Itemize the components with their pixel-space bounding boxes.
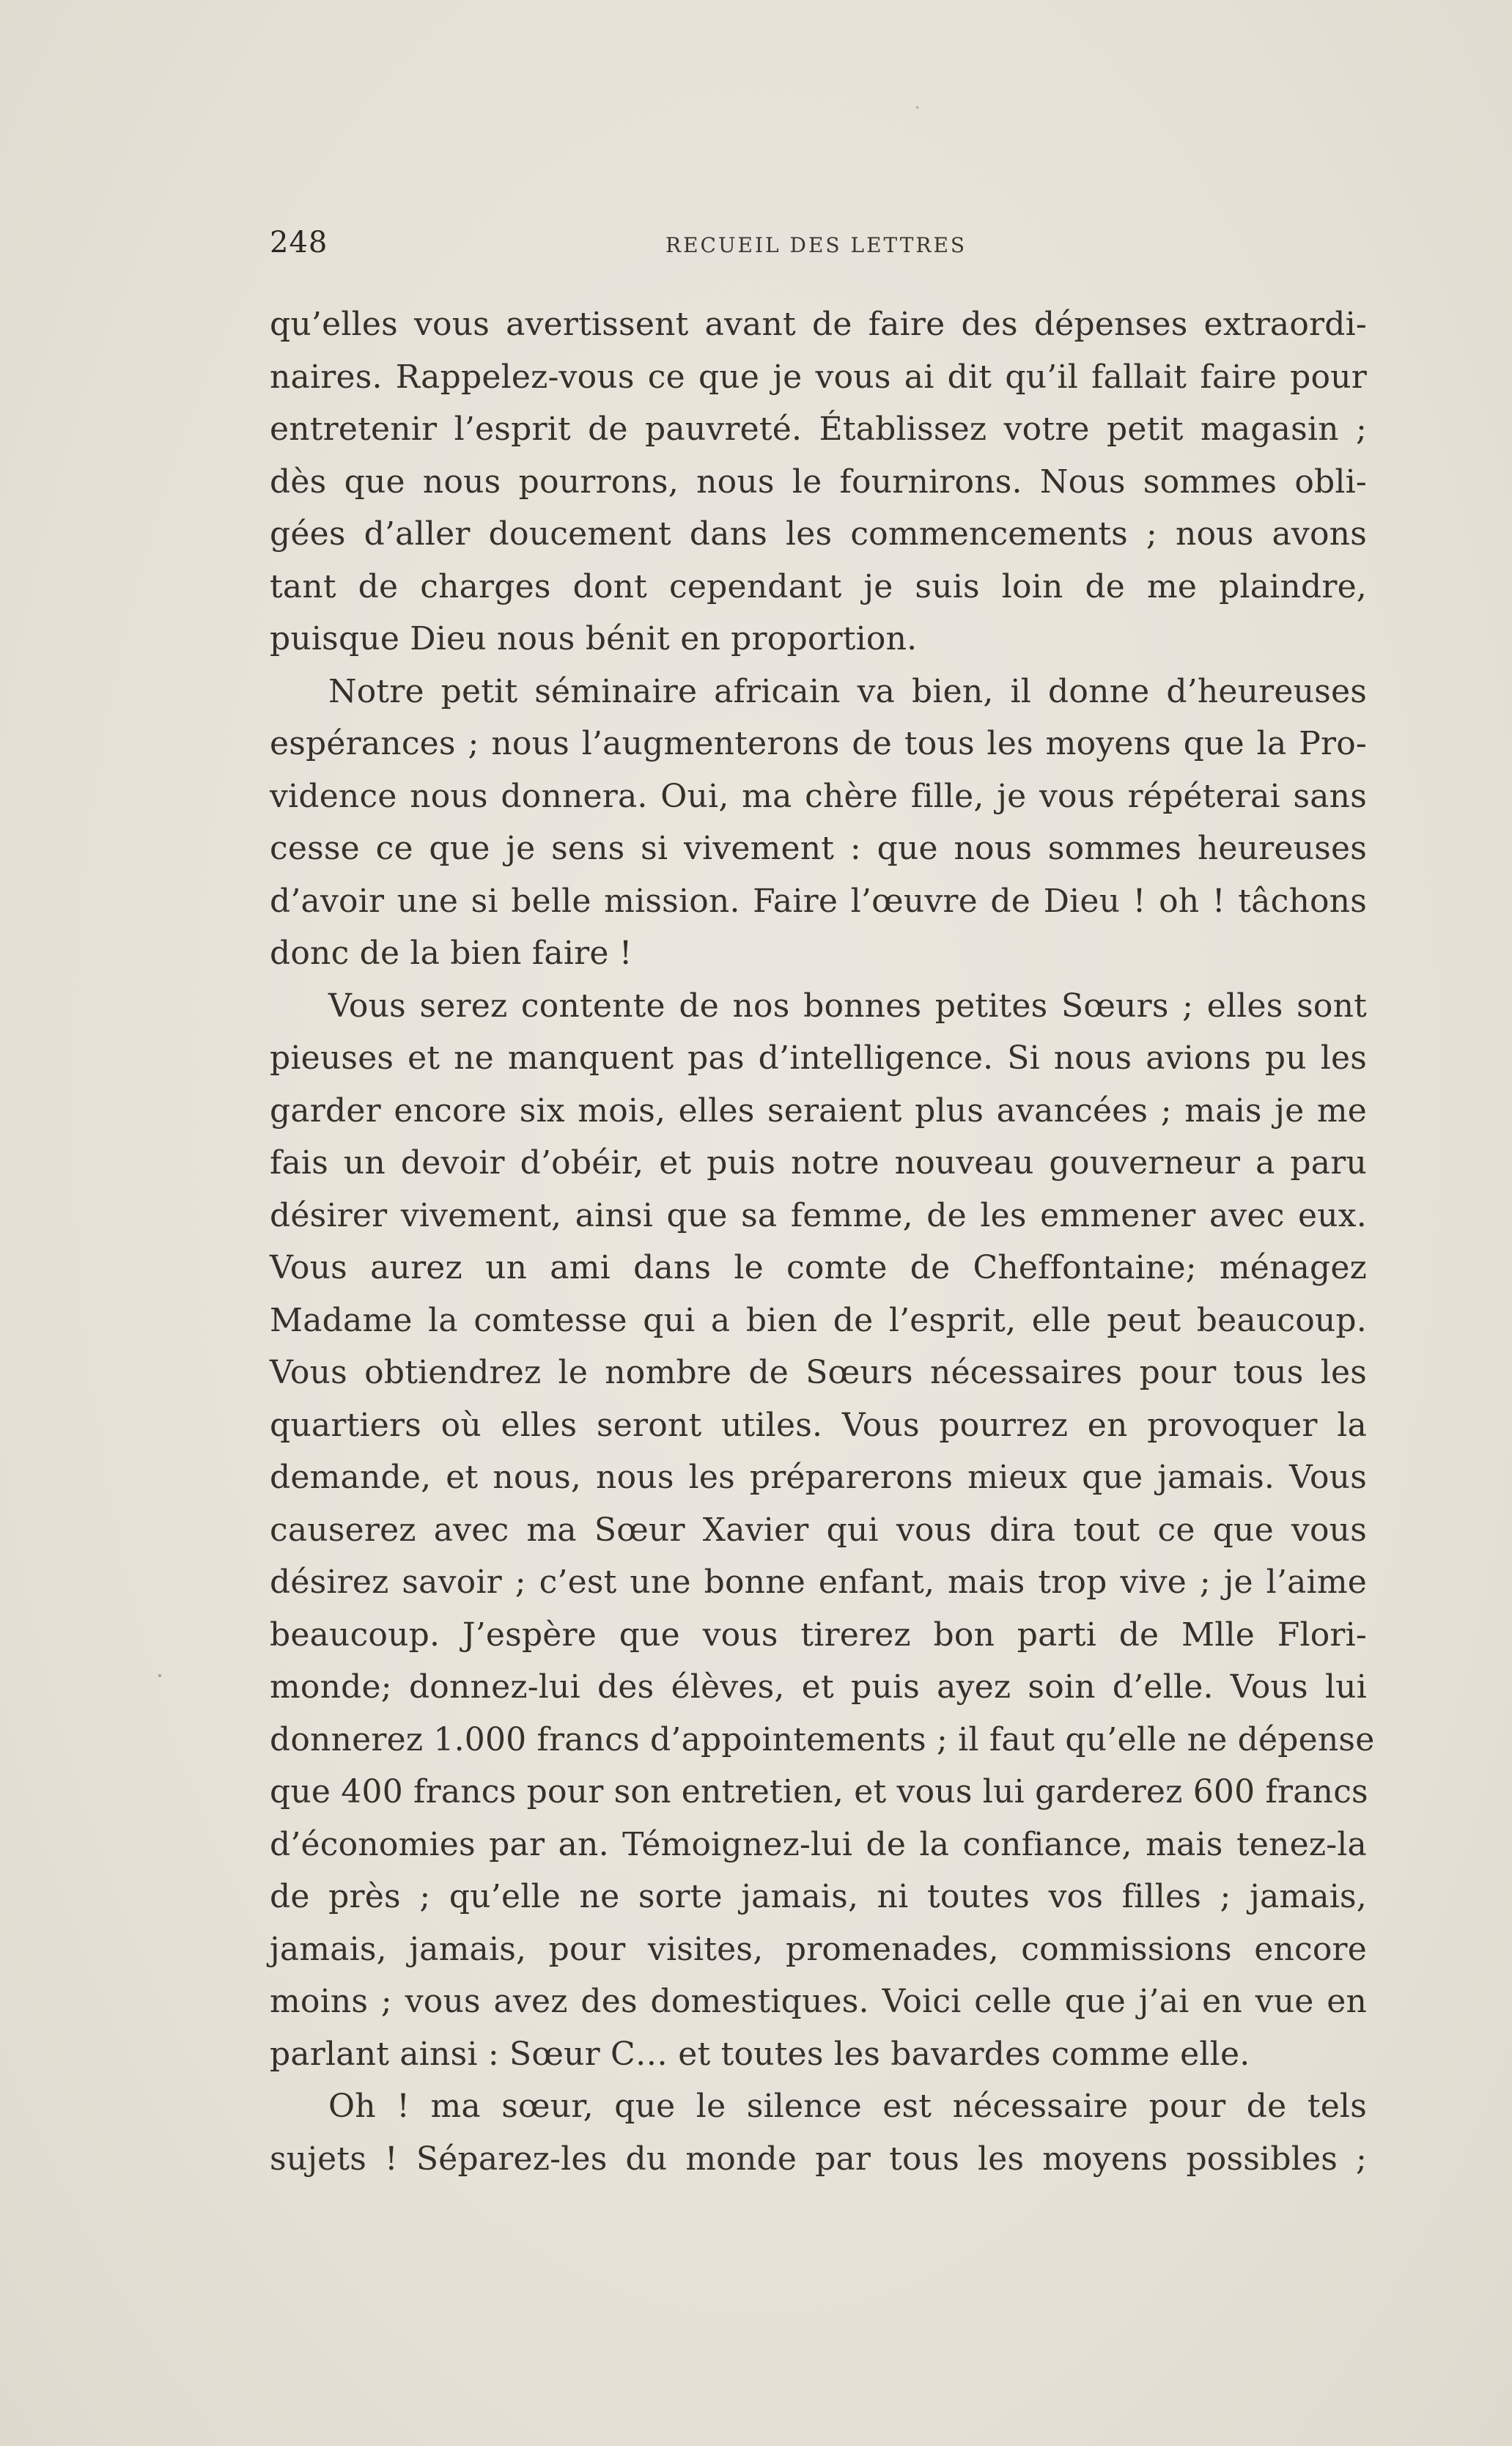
text-line: Vous serez contente de nos bonnes petites Sœurs ; elles sont <box>328 987 1367 1025</box>
text-line: naires. Rappelez-vous ce que je vous ai dit qu’il fallait faire pour <box>270 358 1367 396</box>
paper-speck <box>916 106 918 108</box>
text-line: pieuses et ne manquent pas d’intelligence. Si nous avions pu les <box>270 1039 1367 1077</box>
text-line: que 400 francs pour son entretien, et vous lui garderez 600 francs <box>270 1773 1368 1810</box>
page-header <box>270 226 1369 262</box>
paper-speck <box>158 1674 161 1677</box>
text-line: donnerez 1.000 francs d’appointements ; il faut qu’elle ne dépense <box>270 1720 1375 1758</box>
text-line: causerez avec ma Sœur Xavier qui vous dira tout ce que vous <box>270 1511 1367 1549</box>
text-line: jamais, jamais, pour visites, promenades, commissions encore <box>270 1930 1367 1968</box>
text-line: cesse ce que je sens si vivement : que nous sommes heureuses <box>270 830 1367 867</box>
text-line: Vous aurez un ami dans le comte de Cheffontaine; ménagez <box>270 1249 1367 1286</box>
text-line: d’économies par an. Témoignez-lui de la confiance, mais tenez-la <box>270 1825 1367 1863</box>
text-line: monde; donnez-lui des élèves, et puis ayez soin d’elle. Vous lui <box>270 1668 1367 1706</box>
text-line: fais un devoir d’obéir, et puis notre nouveau gouverneur a paru <box>270 1144 1367 1182</box>
text-line: donc de la bien faire ! <box>270 935 633 972</box>
text-line: vidence nous donnera. Oui, ma chère fille, je vous répéterai sans <box>270 777 1367 815</box>
text-line: espérances ; nous l’augmenterons de tous les moyens que la Pro- <box>270 725 1367 762</box>
text-line: qu’elles vous avertissent avant de faire des dépenses extraordi- <box>270 306 1367 343</box>
text-line: désirez savoir ; c’est une bonne enfant, mais trop vive ; je l’aime <box>270 1563 1367 1601</box>
text-line: parlant ainsi : Sœur C… et toutes les bavardes comme elle. <box>270 2035 1250 2073</box>
body-text <box>270 298 1375 2185</box>
text-line: de près ; qu’elle ne sorte jamais, ni toutes vos filles ; jamais, <box>270 1878 1367 1915</box>
text-line: sujets ! Séparez-les du monde par tous les moyens possibles ; <box>270 2140 1367 2178</box>
text-line: Oh ! ma sœur, que le silence est nécessaire pour de tels <box>328 2088 1367 2125</box>
text-line: moins ; vous avez des domestiques. Voici celle que j’ai en vue en <box>270 1983 1367 2020</box>
text-line: puisque Dieu nous bénit en proportion. <box>270 620 918 657</box>
text-line: désirer vivement, ainsi que sa femme, de les emmener avec eux. <box>270 1196 1367 1234</box>
running-title: RECUEIL DES LETTRES <box>665 233 967 257</box>
text-line: Notre petit séminaire africain va bien, il donne d’heureuses <box>328 672 1367 710</box>
text-line: entretenir l’esprit de pauvreté. Établissez votre petit magasin ; <box>270 410 1367 448</box>
text-line: tant de charges dont cependant je suis loin de me plaindre, <box>270 567 1367 605</box>
text-line: garder encore six mois, elles seraient plus avancées ; mais je me <box>270 1091 1367 1130</box>
text-line: demande, et nous, nous les préparerons mieux que jamais. Vous <box>270 1459 1367 1496</box>
page-number: 248 <box>270 226 328 259</box>
text-line: Madame la comtesse qui a bien de l’esprit, elle peut beaucoup. <box>270 1301 1367 1339</box>
text-line: d’avoir une si belle mission. Faire l’œuvre de Dieu ! oh ! tâchons <box>270 882 1367 920</box>
text-line: quartiers où elles seront utiles. Vous pourrez en provoquer la <box>270 1406 1367 1444</box>
text-line: beaucoup. J’espère que vous tirerez bon parti de Mlle Flori- <box>270 1616 1367 1654</box>
text-line: gées d’aller doucement dans les commencements ; nous avons <box>270 515 1367 553</box>
text-line: dès que nous pourrons, nous le fournirons. Nous sommes obli- <box>270 463 1367 501</box>
text-line: Vous obtiendrez le nombre de Sœurs nécessaires pour tous les <box>270 1354 1367 1391</box>
